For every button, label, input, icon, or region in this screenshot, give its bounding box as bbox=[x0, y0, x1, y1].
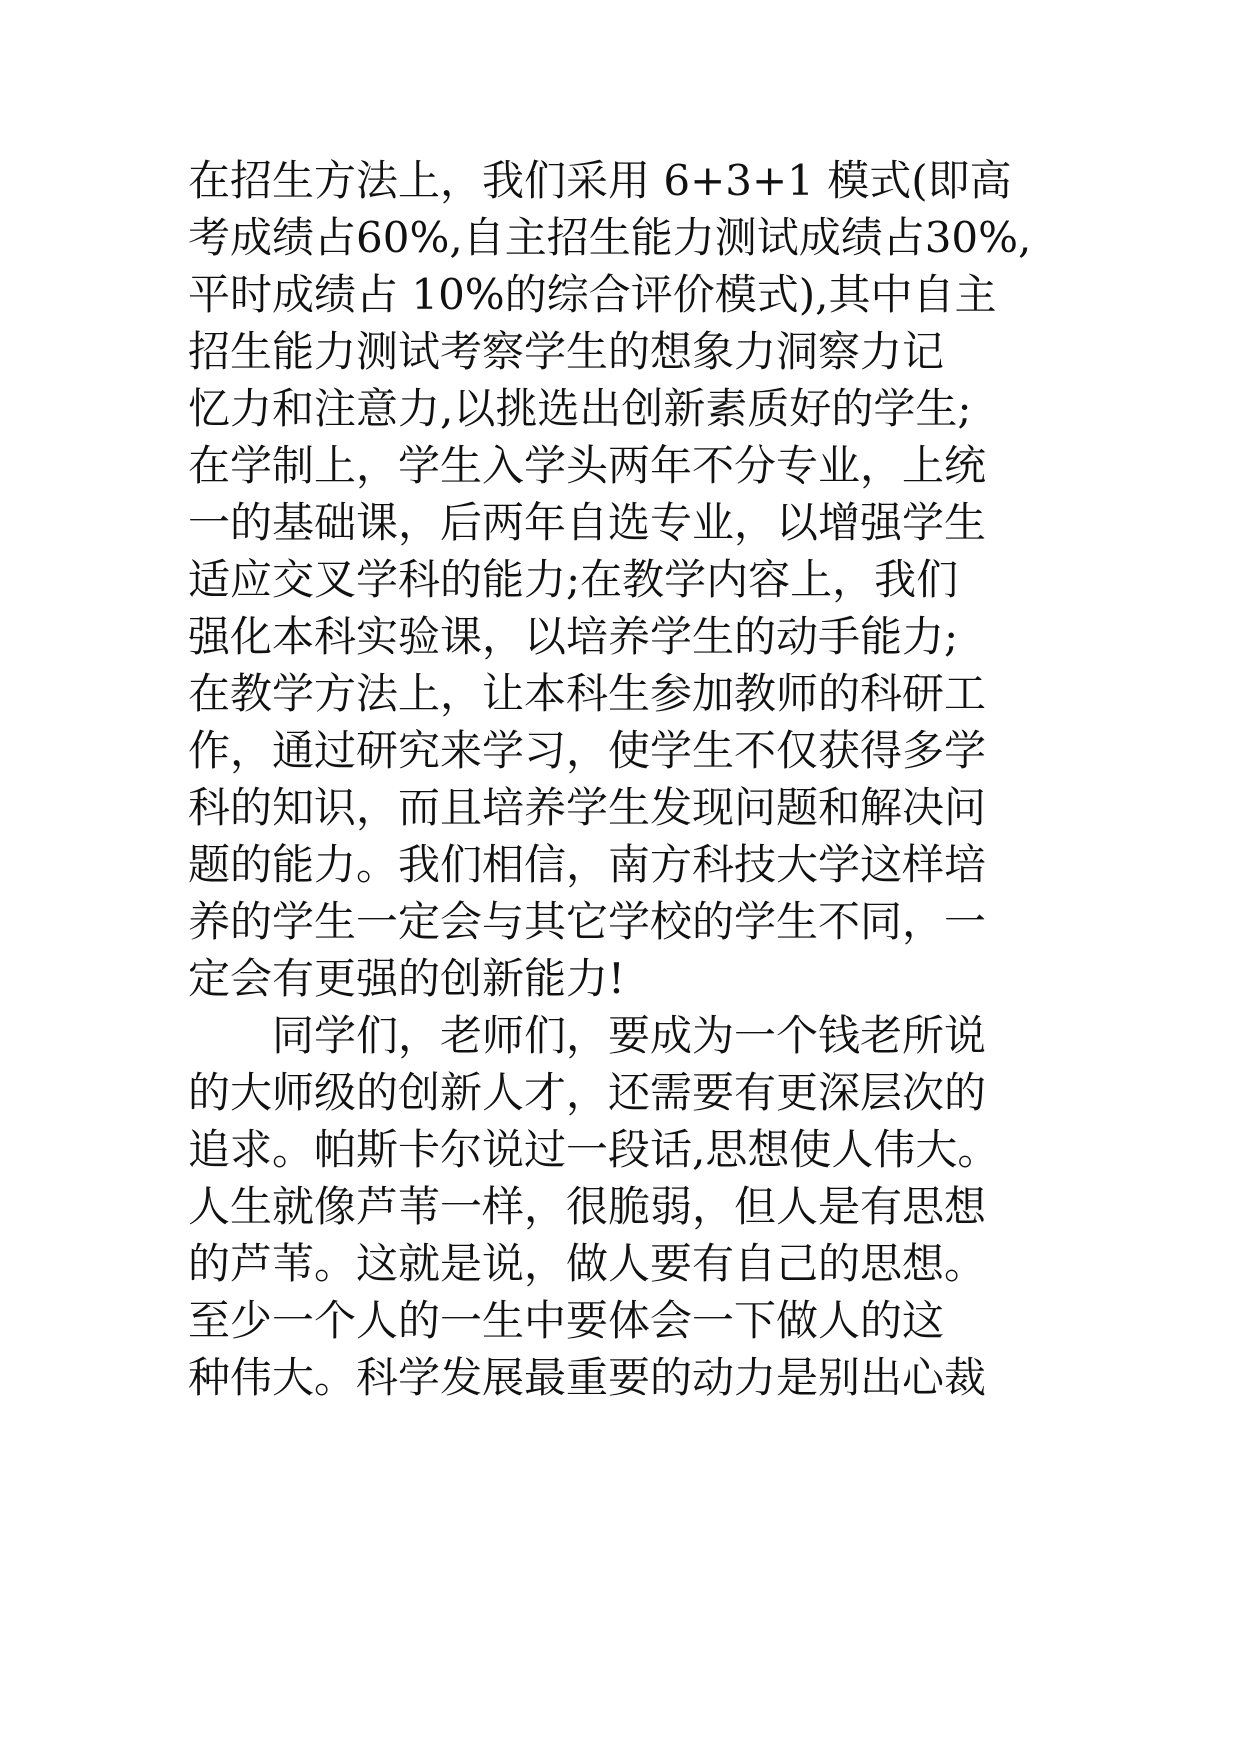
text-line: 平时成绩占 10%的综合评价模式),其中自主 bbox=[188, 270, 997, 319]
text-line: 人生就像芦苇一样，很脆弱，但人是有思想 bbox=[188, 1182, 987, 1231]
text-line: 考成绩占60%,自主招生能力测试成绩占30%, bbox=[188, 213, 1032, 262]
text-line: 忆力和注意力,以挑选出创新素质好的学生; bbox=[188, 384, 972, 433]
text-line: 养的学生一定会与其它学校的学生不同，一 bbox=[188, 897, 987, 946]
body-text bbox=[188, 152, 1088, 1406]
text-line: 的大师级的创新人才，还需要有更深层次的 bbox=[188, 1068, 987, 1117]
text-line: 适应交叉学科的能力;在教学内容上，我们 bbox=[188, 555, 959, 604]
text-line: 在学制上，学生入学头两年不分专业，上统 bbox=[188, 441, 987, 490]
text-line: 的芦苇。这就是说，做人要有自己的思想。 bbox=[188, 1239, 987, 1288]
text-line: 题的能力。我们相信，南方科技大学这样培 bbox=[188, 840, 987, 889]
text-line: 在招生方法上，我们采用 6+3+1 模式(即高 bbox=[188, 156, 1012, 205]
text-line: 追求。帕斯卡尔说过一段话,思想使人伟大。 bbox=[188, 1125, 1000, 1174]
text-line: 作，通过研究来学习，使学生不仅获得多学 bbox=[188, 726, 987, 775]
text-line: 种伟大。科学发展最重要的动力是别出心裁 bbox=[188, 1353, 987, 1402]
text-line: 定会有更强的创新能力! bbox=[188, 954, 625, 1003]
text-line: 招生能力测试考察学生的想象力洞察力记 bbox=[188, 327, 945, 376]
text-line: 强化本科实验课，以培养学生的动手能力; bbox=[188, 612, 959, 661]
text-line: 一的基础课，后两年自选专业，以增强学生 bbox=[188, 498, 987, 547]
text-line: 在教学方法上，让本科生参加教师的科研工 bbox=[188, 669, 987, 718]
text-line: 科的知识，而且培养学生发现问题和解决问 bbox=[188, 783, 987, 832]
text-line: 至少一个人的一生中要体会一下做人的这 bbox=[188, 1296, 945, 1345]
text-line: 同学们，老师们，要成为一个钱老所说 bbox=[188, 1011, 987, 1060]
